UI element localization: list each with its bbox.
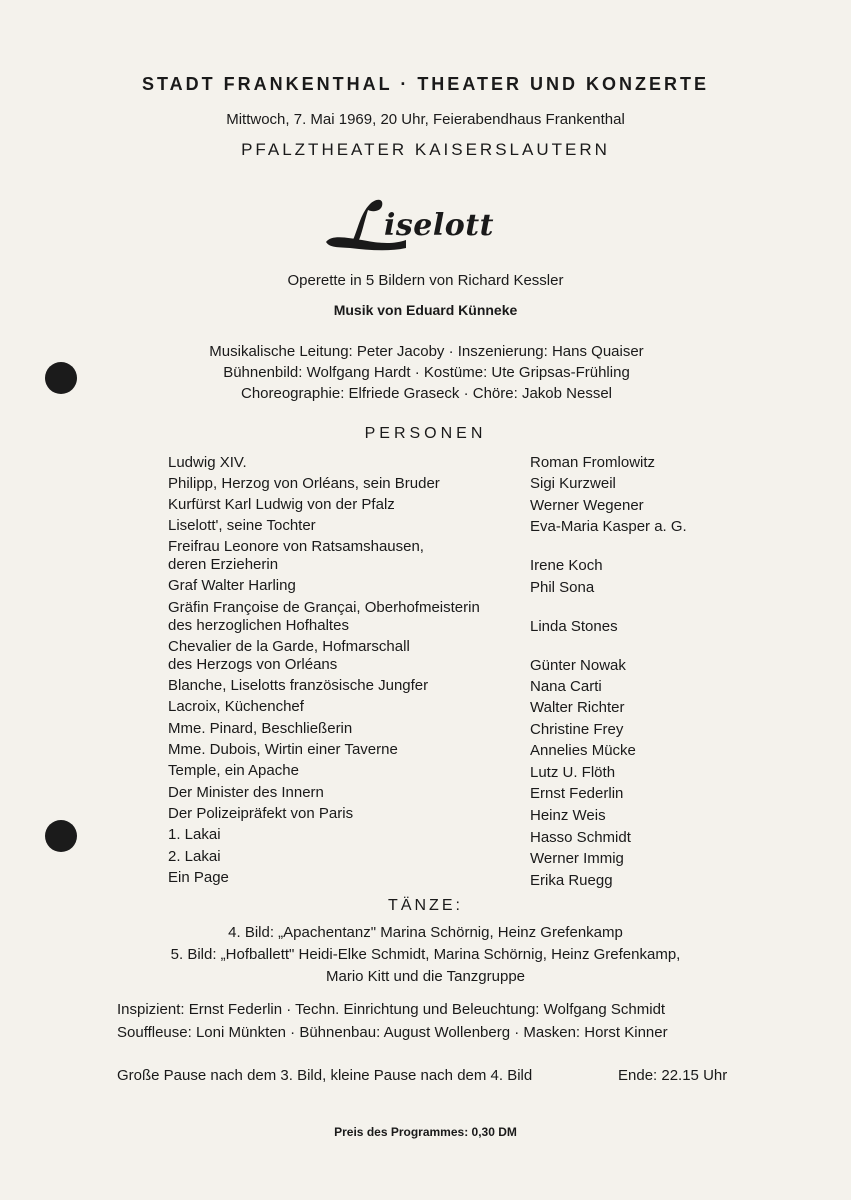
punch-hole-bottom bbox=[45, 820, 77, 852]
credit-line: Bühnenbild: Wolfgang Hardt · Kostüme: Ute Gripsas-Frühling bbox=[223, 364, 630, 381]
credit-line: Choreographie: Elfriede Graseck · Chöre: Jakob Nessel bbox=[240, 385, 612, 402]
pause-info: Große Pause nach dem 3. Bild, kleine Pause nach dem 4. Bild bbox=[117, 1067, 533, 1084]
cast-role: 2. Lakai bbox=[168, 848, 221, 865]
production-credits bbox=[0, 341, 851, 404]
cast-actor: Lutz U. Flöth bbox=[530, 764, 616, 781]
cast-actor: Roman Fromlowitz bbox=[530, 454, 656, 471]
cast-role: Mme. Dubois, Wirtin einer Taverne bbox=[168, 741, 398, 758]
cast-actor: Hasso Schmidt bbox=[530, 829, 631, 846]
cast-role: Chevalier de la Garde, Hofmarschall bbox=[168, 638, 410, 655]
cast-heading: PERSONEN bbox=[364, 425, 487, 442]
cast-role: Kurfürst Karl Ludwig von der Pfalz bbox=[168, 496, 395, 513]
cast-actor: Linda Stones bbox=[530, 618, 618, 635]
cast-actor: Heinz Weis bbox=[530, 807, 606, 824]
header-org: STADT FRANKENTHAL · THEATER UND KONZERTE bbox=[142, 74, 709, 94]
cast-role: Ein Page bbox=[168, 869, 229, 886]
cast-role: Der Polizeipräfekt von Paris bbox=[168, 805, 354, 822]
cast-role-cont: des herzoglichen Hofhaltes bbox=[168, 617, 349, 634]
header-date-venue: Mittwoch, 7. Mai 1969, 20 Uhr, Feierabendhaus Frankenthal bbox=[226, 111, 625, 128]
cast-role: Gräfin Françoise de Grançai, Oberhofmeisterin bbox=[168, 599, 480, 616]
subtitle-music: Musik von Eduard Künneke bbox=[333, 302, 518, 318]
cast-role: Lacroix, Küchenchef bbox=[168, 698, 304, 715]
cast-role: Blanche, Liselotts französische Jungfer bbox=[168, 677, 429, 694]
subtitle-libretto: Operette in 5 Bildern von Richard Kessler bbox=[287, 272, 564, 289]
dances-list bbox=[0, 922, 851, 988]
cast-actor: Günter Nowak bbox=[530, 657, 626, 674]
cast-role: Freifrau Leonore von Ratsamshausen, bbox=[168, 538, 424, 555]
dance-line: Mario Kitt und die Tanzgruppe bbox=[325, 968, 525, 985]
cast-actor: Ernst Federlin bbox=[530, 785, 624, 802]
program-price: Preis des Programmes: 0,30 DM bbox=[334, 1125, 517, 1139]
staff-line-1: Inspizient: Ernst Federlin · Techn. Einrichtung und Beleuchtung: Wolfgang Schmidt bbox=[117, 1001, 666, 1018]
cast-actor: Nana Carti bbox=[530, 678, 602, 695]
cast-role-cont: deren Erzieherin bbox=[168, 556, 279, 573]
staff-line-2: Souffleuse: Loni Münkten · Bühnenbau: August Wollenberg · Masken: Horst Kinner bbox=[117, 1024, 668, 1041]
cast-role: Liselott', seine Tochter bbox=[168, 517, 316, 534]
title-logo-text: iselott bbox=[384, 208, 494, 243]
cast-actor: Annelies Mücke bbox=[530, 742, 636, 759]
credit-line: Musikalische Leitung: Peter Jacoby · Inszenierung: Hans Quaiser bbox=[209, 343, 644, 360]
header-company: PFALZTHEATER KAISERSLAUTERN bbox=[241, 140, 610, 159]
cast-actor: Eva-Maria Kasper a. G. bbox=[530, 518, 687, 535]
cast-actor: Christine Frey bbox=[530, 721, 624, 738]
cast-role: Graf Walter Harling bbox=[168, 577, 296, 594]
dance-line: 4. Bild: „Apachentanz" Marina Schörnig, Heinz Grefenkamp bbox=[228, 924, 623, 941]
cast-actor: Werner Wegener bbox=[530, 497, 644, 514]
cast-role: Philipp, Herzog von Orléans, sein Bruder bbox=[168, 475, 440, 492]
title-logo bbox=[322, 192, 537, 256]
cast-role: Temple, ein Apache bbox=[168, 762, 299, 779]
cast-role: 1. Lakai bbox=[168, 826, 221, 843]
cast-role: Mme. Pinard, Beschließerin bbox=[168, 720, 353, 737]
dance-line: 5. Bild: „Hofballett" Heidi-Elke Schmidt, Marina Schörnig, Heinz Grefenkamp, bbox=[170, 946, 681, 963]
cast-role: Der Minister des Innern bbox=[168, 784, 324, 801]
cast-actor: Walter Richter bbox=[530, 699, 625, 716]
dances-heading: TÄNZE: bbox=[388, 897, 463, 914]
cast-role-cont: des Herzogs von Orléans bbox=[168, 656, 338, 673]
cast-actor: Werner Immig bbox=[530, 850, 624, 867]
cast-role: Ludwig XIV. bbox=[168, 454, 247, 471]
end-time: Ende: 22.15 Uhr bbox=[618, 1067, 728, 1084]
cast-actor: Sigi Kurzweil bbox=[530, 475, 616, 492]
cast-actor: Erika Ruegg bbox=[530, 872, 613, 889]
cast-actor: Phil Sona bbox=[530, 579, 595, 596]
cast-actor: Irene Koch bbox=[530, 557, 603, 574]
